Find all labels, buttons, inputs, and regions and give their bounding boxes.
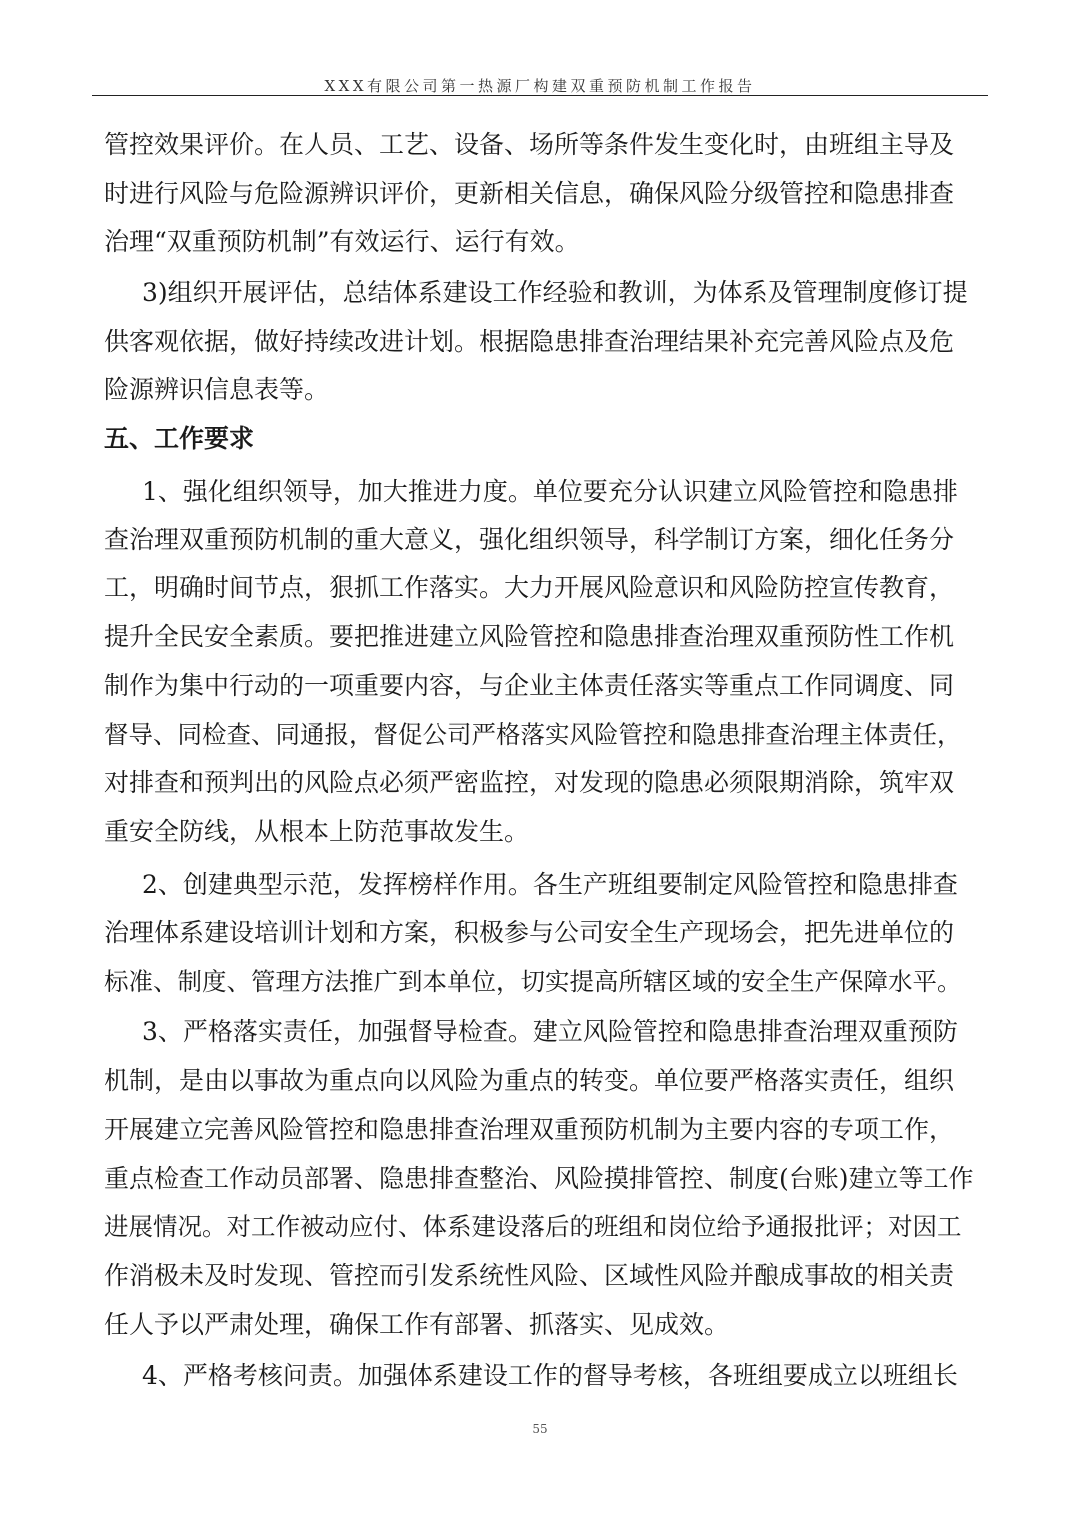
body-line: 3)组织开展评估，总结体系建设工作经验和教训，为体系及管理制度修订提	[142, 278, 968, 307]
body-line: 治理体系建设培训计划和方案，积极参与公司安全生产现场会，把先进单位的	[104, 918, 955, 947]
body-line: 2、创建典型示范，发挥榜样作用。各生产班组要制定风险管控和隐患排查	[142, 870, 958, 899]
body-line: 作消极未及时发现、管控而引发系统性风险、区域性风险并酿成事故的相关责	[104, 1261, 955, 1290]
body-line: 标准、制度、管理方法推广到本单位，切实提高所辖区域的安全生产保障水平。	[104, 967, 962, 996]
body-line: 查治理双重预防机制的重大意义，强化组织领导，科学制订方案，细化任务分	[104, 525, 955, 554]
body-line: 4、严格考核问责。加强体系建设工作的督导考核，各班组要成立以班组长	[142, 1361, 958, 1390]
body-line: 对排查和预判出的风险点必须严密监控，对发现的隐患必须限期消除，筑牢双	[104, 768, 955, 797]
page-number: 55	[532, 1422, 548, 1436]
body-line: 开展建立完善风险管控和隐患排查治理双重预防机制为主要内容的专项工作，	[104, 1115, 955, 1144]
body-line: 工，明确时间节点，狠抓工作落实。大力开展风险意识和风险防控宣传教育，	[104, 573, 955, 602]
body-line: 机制，是由以事故为重点向以风险为重点的转变。单位要严格落实责任，组织	[104, 1066, 955, 1095]
body-line: 管控效果评价。在人员、工艺、设备、场所等条件发生变化时，由班组主导及	[104, 130, 955, 159]
body-line: 重点检查工作动员部署、隐患排查整治、风险摸排管控、制度(台账)建立等工作	[104, 1164, 974, 1193]
document-header-title: XXX有限公司第一热源厂构建双重预防机制工作报告	[324, 77, 756, 95]
body-line: 重安全防线，从根本上防范事故发生。	[104, 817, 530, 846]
body-line: 制作为集中行动的一项重要内容，与企业主体责任落实等重点工作同调度、同	[104, 671, 955, 700]
header-divider	[92, 95, 988, 96]
body-line: 险源辨识信息表等。	[104, 375, 330, 404]
body-line: 1、强化组织领导，加大推进力度。单位要充分认识建立风险管控和隐患排	[142, 477, 958, 506]
body-line: 供客观依据，做好持续改进计划。根据隐患排查治理结果补充完善风险点及危	[104, 327, 955, 356]
body-line: 督导、同检查、同通报，督促公司严格落实风险管控和隐患排查治理主体责任，	[104, 720, 962, 749]
body-line: 3、严格落实责任，加强督导检查。建立风险管控和隐患排查治理双重预防	[142, 1017, 958, 1046]
body-line: 提升全民安全素质。要把推进建立风险管控和隐患排查治理双重预防性工作机	[104, 622, 955, 651]
body-line: 时进行风险与危险源辨识评价，更新相关信息，确保风险分级管控和隐患排查	[104, 179, 955, 208]
body-line: 进展情况。对工作被动应付、体系建设落后的班组和岗位给予通报批评；对因工	[104, 1212, 962, 1241]
body-line: 治理“双重预防机制”有效运行、运行有效。	[104, 227, 580, 256]
section-heading: 五、工作要求	[104, 424, 255, 453]
body-line: 任人予以严肃处理，确保工作有部署、抓落实、见成效。	[104, 1310, 730, 1339]
